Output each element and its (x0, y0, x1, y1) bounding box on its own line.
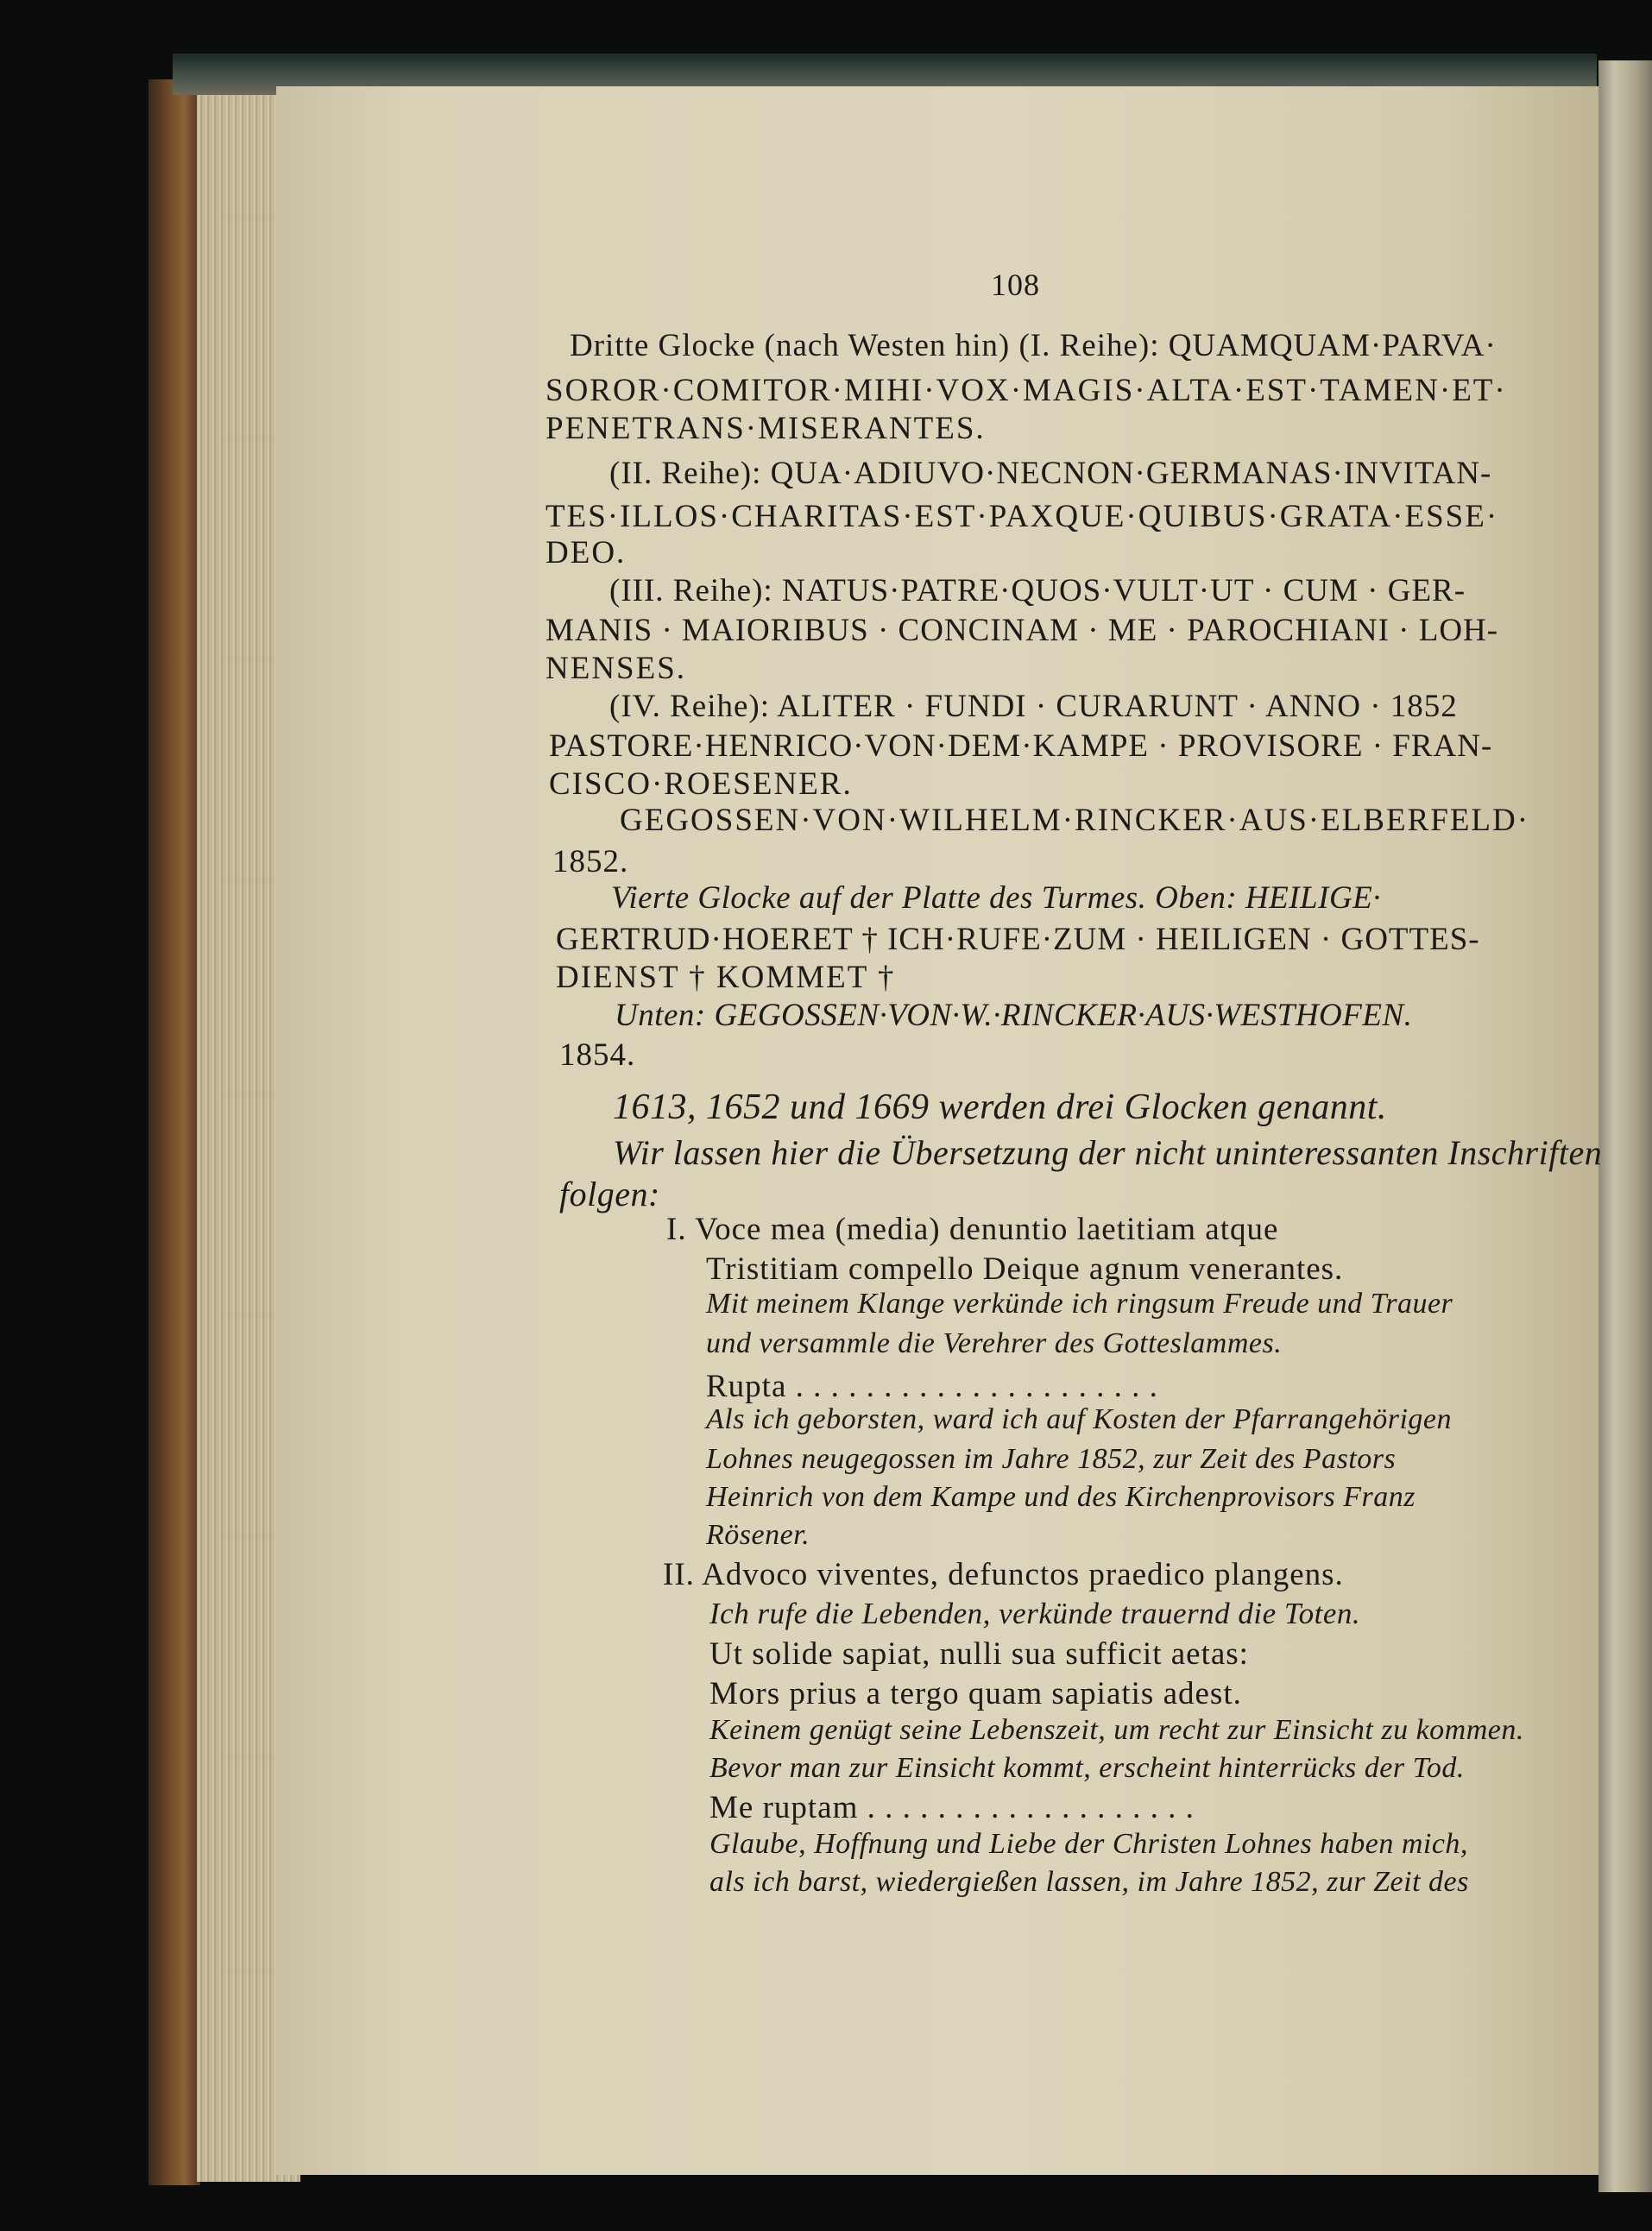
book-cover-edge (148, 79, 200, 2185)
text-line: und versammle die Verehrer des Gotteslammes. (706, 1327, 1283, 1359)
text-line: Wir lassen hier die Übersetzung der nicht uninteressanten Inschriften (613, 1133, 1603, 1172)
text-line: Tristitiam compello Deique agnum venerantes. (706, 1251, 1344, 1287)
book-gutter (1598, 60, 1652, 2192)
text-line: SOROR·COMITOR·MIHI·VOX·MAGIS·ALTA·EST·TAMEN·ET· (545, 373, 1507, 408)
text-line: Ich rufe die Lebenden, verkünde trauernd die Toten. (709, 1597, 1361, 1630)
text-line: als ich barst, wiedergießen lassen, im Jahre 1852, zur Zeit des (709, 1866, 1469, 1898)
text-line: (III. Reihe): NATUS·PATRE·QUOS·VULT·UT · CUM · GER- (609, 573, 1466, 608)
text-line: PENETRANS·MISERANTES. (545, 411, 986, 446)
text-line: Rupta . . . . . . . . . . . . . . . . . . . . . (706, 1369, 1158, 1404)
text-line: Lohnes neugegossen im Jahre 1852, zur Zeit des Pastors (706, 1443, 1397, 1475)
page-number: 108 (991, 268, 1040, 302)
text-line: Mit meinem Klange verkünde ich ringsum Freude und Trauer (706, 1288, 1453, 1320)
text-line: NENSES. (545, 651, 687, 686)
text-line: Bevor man zur Einsicht kommt, erscheint hinterrücks der Tod. (709, 1752, 1465, 1784)
text-line: CISCO·ROESENER. (549, 766, 853, 802)
text-line: Dritte Glocke (nach Westen hin) (I. Reihe): QUAMQUAM·PARVA· (570, 328, 1497, 363)
text-line: Als ich geborsten, ward ich auf Kosten der Pfarrangehörigen (706, 1403, 1453, 1435)
text-line: DIENST † KOMMET † (556, 960, 896, 995)
text-line: Ut solide sapiat, nulli sua sufficit aetas: (709, 1636, 1249, 1672)
text-line: DEO. (545, 535, 627, 570)
text-line: Vierte Glocke auf der Platte des Turmes. Oben: HEILIGE· (611, 880, 1382, 916)
text-line: II. Advoco viventes, defunctos praedico plangens. (663, 1557, 1344, 1592)
text-line: (II. Reihe): QUA·ADIUVO·NECNON·GERMANAS·INVITAN- (609, 456, 1492, 491)
text-line: 1613, 1652 und 1669 werden drei Glocken genannt. (613, 1087, 1387, 1127)
text-line: PASTORE·HENRICO·VON·DEM·KAMPE · PROVISORE · FRAN- (549, 728, 1493, 764)
text-line: Unten: GEGOSSEN·VON·W.·RINCKER·AUS·WESTHOFEN. (615, 998, 1413, 1033)
text-line: I. Voce mea (media) denuntio laetitiam atque (666, 1212, 1279, 1247)
text-line: 1852. (552, 844, 629, 879)
text-line: GEGOSSEN·VON·WILHELM·RINCKER·AUS·ELBERFELD· (620, 803, 1530, 838)
text-line: Mors prius a tergo quam sapiatis adest. (709, 1676, 1242, 1711)
text-line: TES·ILLOS·CHARITAS·EST·PAXQUE·QUIBUS·GRATA·ESSE· (545, 499, 1499, 534)
text-line: folgen: (559, 1175, 660, 1213)
text-line: (IV. Reihe): ALITER · FUNDI · CURARUNT · ANNO · 1852 (609, 689, 1458, 724)
text-line: Glaube, Hoffnung und Liebe der Christen Lohnes haben mich, (709, 1828, 1468, 1860)
text-line: Me ruptam . . . . . . . . . . . . . . . . . . . (709, 1790, 1195, 1825)
text-line: 1854. (559, 1037, 636, 1073)
text-line: Keinem genügt seine Lebenszeit, um recht zur Einsicht zu kommen. (709, 1714, 1524, 1746)
text-line: GERTRUD·HOERET † ICH·RUFE·ZUM · HEILIGEN · GOTTES- (556, 922, 1480, 957)
text-line: Heinrich von dem Kampe und des Kirchenprovisors Franz (706, 1481, 1416, 1513)
text-line: MANIS · MAIORIBUS · CONCINAM · ME · PAROCHIANI · LOH- (545, 613, 1499, 648)
text-line: Rösener. (706, 1519, 810, 1551)
